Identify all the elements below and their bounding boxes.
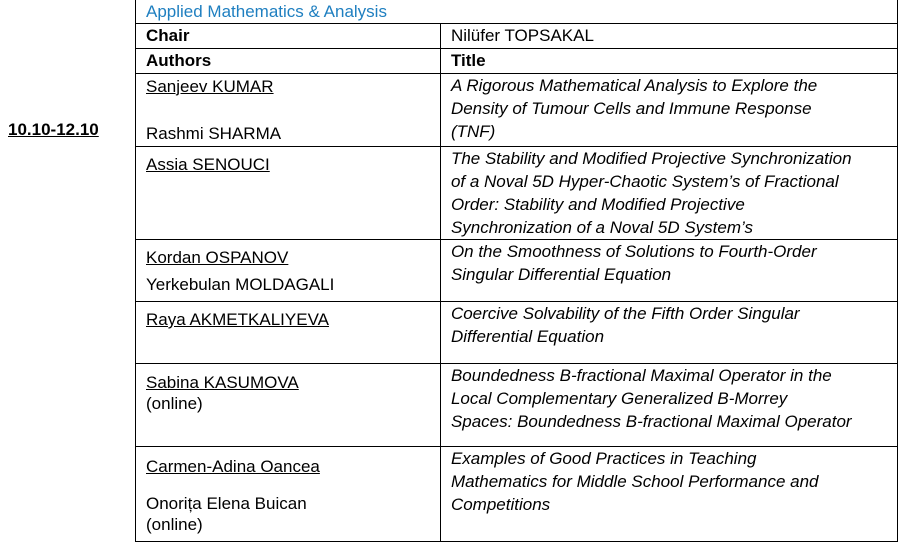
author-name: Assia SENOUCI [146, 155, 270, 174]
title-line: Spaces: Boundedness B-fractional Maximal Operator [450, 412, 852, 431]
session-title: Applied Mathematics & Analysis [136, 0, 898, 24]
online-note: (online) [146, 515, 203, 534]
title-line: Local Complementary Generalized B-Morrey [450, 389, 788, 408]
title-line: The Stability and Modified Projective Synchronization [450, 149, 852, 168]
author-name: Raya AKMETKALIYEVA [146, 310, 329, 329]
author-name: Carmen-Adina Oancea [146, 457, 320, 476]
author-name: Sanjeev KUMAR [146, 77, 274, 96]
author-name: Kordan OSPANOV [146, 248, 289, 267]
title-line: Examples of Good Practices in Teaching [450, 449, 757, 468]
table-row [136, 302, 898, 364]
paper-title [440, 364, 897, 447]
table-row [136, 147, 898, 240]
chair-name: Nilüfer TOPSAKAL [440, 24, 897, 49]
author-name: Onorița Elena Buican [146, 494, 307, 513]
paper-title [440, 447, 897, 542]
authors-cell [136, 147, 441, 240]
title-line: Boundedness B-fractional Maximal Operator in the [450, 366, 832, 385]
session-table [135, 0, 898, 542]
title-line: Differential Equation [450, 327, 605, 346]
title-line: (TNF) [450, 122, 496, 141]
authors-cell [136, 74, 441, 147]
title-line: of a Noval 5D Hyper-Chaotic System’s of Fractional [450, 172, 839, 191]
title-line: Order: Stability and Modified Projective [450, 195, 745, 214]
title-line: Density of Tumour Cells and Immune Response [450, 99, 812, 118]
paper-title [440, 240, 897, 302]
paper-title [440, 302, 897, 364]
table-row [136, 364, 898, 447]
title-line: On the Smoothness of Solutions to Fourth-Order [450, 242, 817, 261]
author-name: Yerkebulan MOLDAGALI [146, 275, 335, 294]
title-line: Synchronization of a Noval 5D System’s [450, 218, 753, 237]
online-note: (online) [146, 394, 203, 413]
table-row [136, 240, 898, 302]
title-line: Coercive Solvability of the Fifth Order Singular [450, 304, 800, 323]
title-line: Singular Differential Equation [450, 265, 672, 284]
time-slot: 10.10-12.10 [8, 120, 99, 139]
authors-cell [136, 364, 441, 447]
table-row [136, 447, 898, 542]
title-line: Mathematics for Middle School Performance and [450, 472, 819, 491]
title-line: Competitions [450, 495, 551, 514]
authors-cell [136, 447, 441, 542]
author-name: Rashmi SHARMA [146, 124, 282, 143]
author-name: Sabina KASUMOVA [146, 373, 299, 392]
table-row [136, 74, 898, 147]
chair-label: Chair [136, 24, 441, 49]
paper-title [440, 147, 897, 240]
authors-header: Authors [136, 49, 441, 74]
title-line: A Rigorous Mathematical Analysis to Explore the [450, 76, 818, 95]
paper-title [440, 74, 897, 147]
authors-cell [136, 240, 441, 302]
title-header: Title [440, 49, 897, 74]
authors-cell [136, 302, 441, 364]
